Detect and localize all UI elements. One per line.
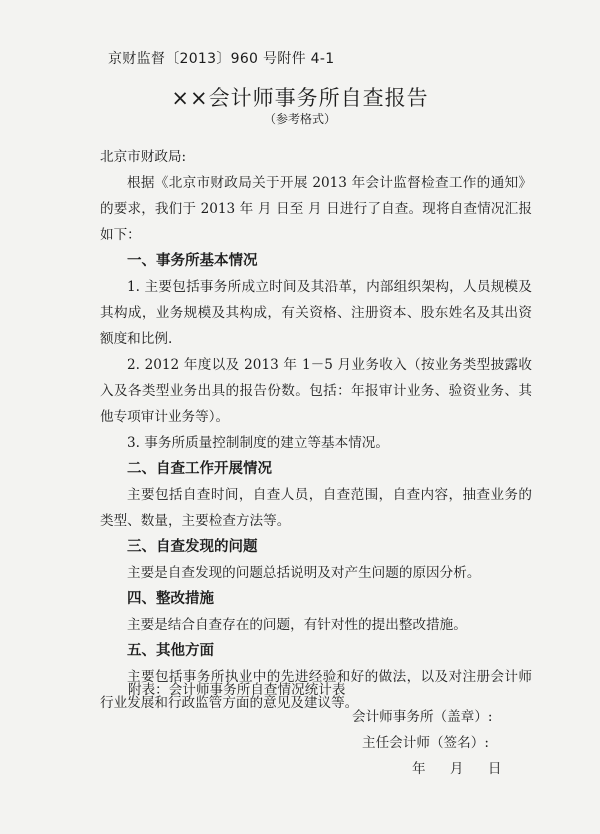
document-reference: 京财监督〔2013〕960 号附件 4-1	[108, 51, 335, 67]
section-heading-self-check: 二、自查工作开展情况	[127, 461, 272, 477]
section4-text: 主要是结合自查存在的问题，有针对性的提出整改措施。	[127, 617, 467, 633]
intro-paragraph: 根据《北京市财政局关于开展 2013 年会计监督检查工作的通知》的要求，我们于 2013 年 月 日至 月 日进行了自查。现将自查情况汇报如下：	[100, 175, 532, 243]
date-line: 年 月 日	[412, 761, 512, 777]
section-heading-basic-info: 一、事务所基本情况	[127, 253, 258, 269]
section1-item-2: 2. 2012 年度以及 2013 年 1－5 月业务收入（按业务类型披露收入及各类型业务出具的报告份数。包括：年报审计业务、验资业务、其他专项审计业务等）。	[100, 357, 532, 425]
annex-line: 附表：会计师事务所自查情况统计表	[128, 682, 346, 698]
section1-item-3: 3. 事务所质量控制制度的建立等基本情况。	[127, 435, 389, 451]
chief-cpa-signature-line: 主任会计师（签名）:	[362, 735, 489, 751]
section-heading-rectification: 四、整改措施	[127, 591, 214, 607]
section2-text: 主要包括自查时间，自查人员，自查范围，自查内容，抽查业务的类型、数量，主要检查方法等。	[100, 487, 532, 529]
firm-seal-line: 会计师事务所（盖章）:	[352, 709, 493, 725]
addressee: 北京市财政局:	[100, 149, 187, 165]
section3-text: 主要是自查发现的问题总括说明及对产生问题的原因分析。	[127, 565, 481, 581]
document-body	[100, 140, 532, 716]
document-subtitle: （参考格式）	[263, 112, 336, 126]
section-heading-problems: 三、自查发现的问题	[127, 539, 258, 555]
section-heading-other: 五、其他方面	[127, 643, 214, 659]
document-title: ××会计师事务所自查报告	[171, 86, 429, 110]
section1-item-1: 1. 主要包括事务所成立时间及其沿革，内部组织架构，人员规模及其构成，业务规模及其构成，有关资格、注册资本、股东姓名及其出资额度和比例.	[100, 279, 532, 347]
section5-text: 主要包括事务所执业中的先进经验和好的做法，以及对注册会计师行业发展和行政监管方面的意见及建议等。	[100, 669, 532, 711]
